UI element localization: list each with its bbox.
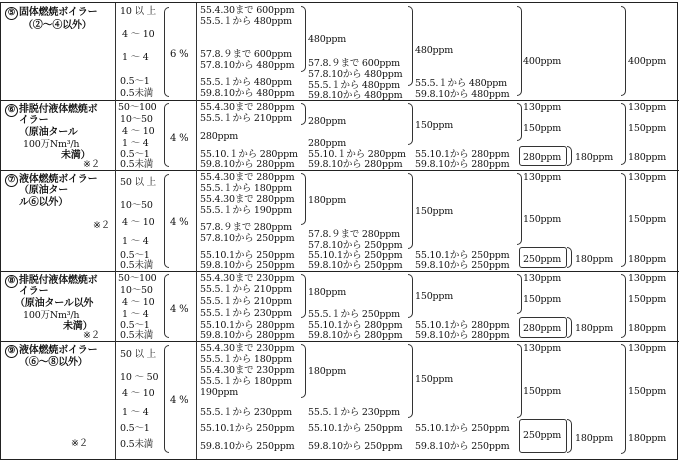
c1-line: 55.5.１から 230ppm (200, 407, 292, 418)
bracket (408, 274, 413, 318)
bracket (164, 103, 169, 167)
scale-range: 0.5～1 (120, 149, 150, 160)
bracket (567, 317, 572, 338)
category-subtitle: イラー (19, 286, 49, 297)
c2-line: 180ppm (308, 287, 347, 298)
category-title: ⑨ 液体燃焼ボイラー (5, 345, 97, 358)
c1-line: 280ppm (200, 131, 239, 142)
bracket (517, 274, 522, 314)
c1-line: 55.4.30まで 280ppm (200, 172, 295, 183)
bracket (301, 103, 306, 125)
o2-ratio: 6 % (170, 49, 189, 60)
bracket (567, 247, 572, 268)
category-subtitle: （原油タール以外 (15, 298, 94, 309)
c1-line: 55.5.１から 480ppm (200, 16, 292, 27)
bracket (567, 419, 572, 453)
c1-line: 55.10.1から 250ppm (200, 250, 295, 261)
c2-line: 59.8.10から 250ppm (308, 260, 403, 271)
bracket (301, 6, 306, 72)
o2-ratio: 4 % (170, 304, 189, 315)
bracket (517, 6, 522, 96)
scale-range: 4 ～ 10 (122, 217, 155, 228)
scale-range: 10 ～ 50 (120, 372, 159, 383)
footnote-mark: ※２ (93, 220, 111, 231)
c1-line: 57.8.10から 250ppm (200, 233, 295, 244)
scale-range: 0.5未満 (120, 88, 154, 99)
c4-line: 130ppm (523, 102, 562, 113)
c1-line: 55.4.30まで 230ppm (200, 343, 295, 354)
footnote-mark: ※２ (83, 330, 101, 341)
c3-line: 55.10.1から 280ppm (415, 320, 510, 331)
c1-line: 57.8.10から 480ppm (200, 60, 295, 71)
c3-line: 55.5.１から 480ppm (415, 78, 507, 89)
category-subtitle: 100万Nm³/h (23, 310, 80, 321)
scale-range: 0.5～1 (120, 320, 150, 331)
c3-line: 55.10.1から 250ppm (415, 423, 510, 434)
scale-range: 4 ～ 10 (122, 297, 155, 308)
scale-range: 1 ～ 4 (122, 138, 149, 149)
c4-line: 400ppm (523, 56, 562, 67)
c5-line: 180ppm (628, 152, 667, 163)
c5-line: 150ppm (628, 294, 667, 305)
c1-line: 57.8.９まで 600ppm (200, 49, 292, 60)
bracket (301, 344, 306, 398)
c2-line: 55.5.１から 480ppm (308, 80, 400, 91)
c1-line: 55.4.30まで 230ppm (200, 365, 295, 376)
row-divider (1, 271, 679, 272)
scale-range: 1 ～ 4 (122, 236, 149, 247)
col-divider (196, 3, 197, 459)
bracket (567, 146, 572, 166)
c5-line: 130ppm (628, 273, 667, 284)
c2-line: 480ppm (308, 34, 347, 45)
c1-line: 55.4.30まで 600ppm (200, 5, 295, 16)
scale-range: 0.5未満 (120, 330, 154, 341)
c1-line: 55.5.１から 210ppm (200, 296, 292, 307)
bracket (164, 7, 169, 97)
c1-line: 55.5.１から 480ppm (200, 77, 292, 88)
c1-line: 55.4.30まで 280ppm (200, 102, 295, 113)
category-subtitle: 未満） (61, 150, 91, 161)
category-subtitle: （⑥～⑧以外） (19, 357, 88, 368)
bracket (621, 103, 626, 165)
category-subtitle: 未満） (63, 321, 93, 332)
c5-line: 130ppm (628, 343, 667, 354)
c5-line: 150ppm (628, 214, 667, 225)
c1-line: 55.5.１から 180ppm (200, 354, 292, 365)
c4-line: 280ppm (523, 152, 562, 163)
c4-line: 150ppm (523, 294, 562, 305)
c4-line: 180ppm (575, 323, 614, 334)
c3-line: 59.8.10から 480ppm (415, 89, 510, 100)
c2-line: 57.8.９まで 600ppm (308, 58, 400, 69)
category-subtitle: ル⑥以外） (19, 197, 68, 208)
c4-line: 150ppm (523, 214, 562, 225)
c2-line: 55.10.1から 250ppm (308, 423, 403, 434)
c1-line: 55.10.1から 280ppm (200, 320, 295, 331)
c2-line: 57.8.10から 250ppm (308, 240, 403, 251)
c1-line: 55.5.１から 180ppm (200, 376, 292, 387)
scale-range: 50～100 (118, 273, 157, 284)
bracket (164, 274, 169, 338)
c4-line: 130ppm (523, 273, 562, 284)
category-subtitle: イラー (19, 115, 49, 126)
scale-range: 50 以 上 (120, 177, 156, 188)
scale-range: 10～50 (120, 285, 153, 296)
c1-line: 59.8.10から 280ppm (200, 330, 295, 341)
c5-line: 150ppm (628, 123, 667, 134)
c5-line: 400ppm (628, 56, 667, 67)
c3-line: 150ppm (415, 374, 454, 385)
bracket (621, 6, 626, 96)
scale-range: 50 以 上 (120, 349, 156, 360)
c2-line: 59.8.10から 250ppm (308, 441, 403, 452)
bracket (408, 344, 413, 418)
bracket (621, 173, 626, 267)
c3-line: 59.8.10から 280ppm (415, 159, 510, 170)
bracket (621, 344, 626, 454)
c2-line: 55.10.1から 250ppm (308, 250, 403, 261)
c1-line: 55.5.１から 180ppm (200, 183, 292, 194)
scale-range: 4 ～ 10 (122, 388, 155, 399)
col-divider (115, 3, 116, 459)
c5-line: 130ppm (628, 102, 667, 113)
c2-line: 57.8.９まで 280ppm (308, 229, 400, 240)
c3-line: 59.8.10から 250ppm (415, 260, 510, 271)
c4-line: 250ppm (523, 254, 562, 265)
c2-line: 55.5.１から 230ppm (308, 407, 400, 418)
row-divider (1, 341, 679, 342)
c5-line: 180ppm (628, 433, 667, 444)
scale-range: 10 以 上 (120, 6, 156, 17)
category-title: ⑥ 排脱付液体燃焼ボ (5, 104, 97, 117)
c3-line: 55.10.1から 250ppm (415, 250, 510, 261)
scale-range: 0.5未満 (120, 439, 154, 450)
scale-range: 50～100 (118, 102, 157, 113)
row-divider (1, 170, 679, 171)
scale-range: 0.5～1 (120, 423, 150, 434)
category-subtitle: 100万Nm³/h (23, 139, 80, 150)
c2-line: 280ppm (308, 138, 347, 149)
c4-line: 280ppm (523, 323, 562, 334)
c1-line: 59.8.10から 480ppm (200, 88, 295, 99)
scale-range: 0.5未満 (120, 159, 154, 170)
bracket (517, 344, 522, 418)
c4-line: 180ppm (575, 433, 614, 444)
c3-line: 150ppm (415, 120, 454, 131)
c5-line: 180ppm (628, 323, 667, 334)
c3-line: 150ppm (415, 206, 454, 217)
c4-line: 150ppm (523, 123, 562, 134)
bracket (408, 6, 413, 86)
scale-range: 10～50 (120, 200, 153, 211)
scale-range: 0.5～1 (120, 76, 150, 87)
c4-line: 130ppm (523, 343, 562, 354)
c1-line: 59.8.10から 250ppm (200, 441, 295, 452)
c3-line: 59.8.10から 250ppm (415, 441, 510, 452)
scale-range: 10～50 (120, 114, 153, 125)
c3-line: 55.10.1から 280ppm (415, 149, 510, 160)
c1-line: 55.10.１から 280ppm (200, 149, 298, 160)
category-subtitle: （原油ター (19, 185, 68, 196)
c3-line: 150ppm (415, 291, 454, 302)
footnote-mark: ※２ (83, 159, 101, 170)
c2-line: 180ppm (308, 366, 347, 377)
bracket (164, 345, 169, 453)
c4-line: 150ppm (523, 386, 562, 397)
c2-line: 55.5.１から 250ppm (308, 309, 400, 320)
c5-line: 180ppm (628, 254, 667, 265)
c1-line: 57.8.９まで 280ppm (200, 222, 292, 233)
c1-line: 55.5.１から 230ppm (200, 308, 292, 319)
c1-line: 55.4.30まで 280ppm (200, 194, 295, 205)
c4-line: 250ppm (523, 430, 562, 441)
c1-line: 55.5.１から 190ppm (200, 205, 292, 216)
c1-line: 59.8.10から 280ppm (200, 159, 295, 170)
footnote-mark: ※２ (71, 438, 89, 449)
c1-line: 55.10.1から 250ppm (200, 423, 295, 434)
bracket (408, 103, 413, 145)
bracket (408, 173, 413, 249)
c2-line: 280ppm (308, 116, 347, 127)
c3-line: 59.8.10から 280ppm (415, 330, 510, 341)
c2-line: 59.8.10から 280ppm (308, 159, 403, 170)
scale-range: 1 ～ 4 (122, 407, 149, 418)
category-subtitle: （②～④以外） (23, 20, 92, 31)
category-subtitle: （原油タール (19, 127, 78, 138)
o2-ratio: 4 % (170, 133, 189, 144)
o2-ratio: 4 % (170, 395, 189, 406)
scale-range: 4 ～ 10 (122, 29, 155, 40)
c1-line: 190ppm (200, 387, 239, 398)
c2-line: 180ppm (308, 195, 347, 206)
c2-line: 59.8.10から 280ppm (308, 330, 403, 341)
category-title: ⑧ 排脱付液体燃焼ボ (5, 275, 97, 288)
c2-line: 59.8.10から 480ppm (308, 90, 403, 101)
bracket (517, 103, 522, 141)
c2-line: 57.8.10から 480ppm (308, 69, 403, 80)
c2-line: 55.10.1から 280ppm (308, 320, 403, 331)
c1-line: 55.5.１から 210ppm (200, 113, 292, 124)
c4-line: 180ppm (575, 152, 614, 163)
category-title: ⑦ 液体燃焼ボイラー (5, 174, 97, 187)
c1-line: 59.8.10から 250ppm (200, 260, 295, 271)
bracket (301, 274, 306, 318)
bracket (621, 274, 626, 338)
c5-line: 150ppm (628, 386, 667, 397)
c3-line: 480ppm (415, 45, 454, 56)
category-title: ⑤ 固体燃焼ボイラー (5, 7, 97, 20)
c1-line: 55.5.１から 210ppm (200, 284, 292, 295)
scale-range: 4 ～ 10 (122, 126, 155, 137)
c2-line: 55.10.１から 280ppm (308, 149, 406, 160)
scale-range: 0.5未満 (120, 260, 154, 271)
c4-line: 130ppm (523, 172, 562, 183)
bracket (517, 173, 522, 245)
bracket (164, 174, 169, 268)
o2-ratio: 4 % (170, 217, 189, 228)
scale-range: 1 ～ 4 (122, 52, 149, 63)
c1-line: 55.4.30まで 230ppm (200, 273, 295, 284)
c4-line: 180ppm (575, 254, 614, 265)
c5-line: 130ppm (628, 172, 667, 183)
regulation-table (0, 2, 678, 460)
bracket (301, 173, 306, 225)
scale-range: 0.5～1 (120, 250, 150, 261)
scale-range: 1 ～ 4 (122, 309, 149, 320)
